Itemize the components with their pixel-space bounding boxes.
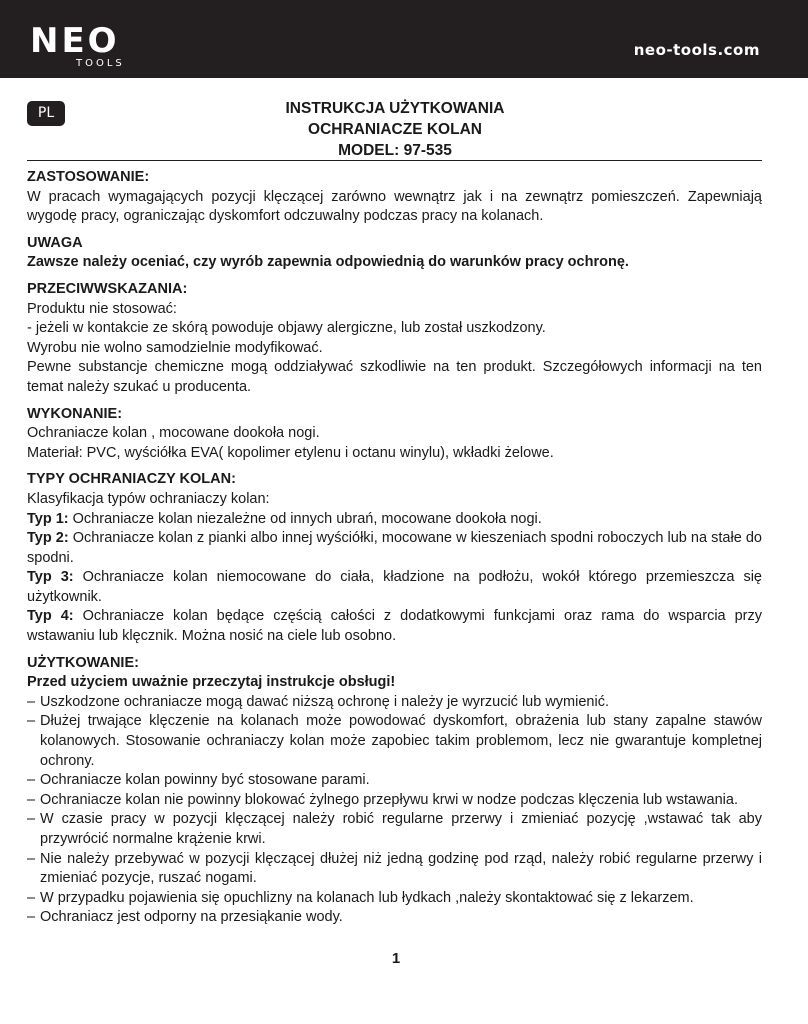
przeciwwskazania-line: Wyrobu nie wolno samodzielnie modyfikować. (27, 339, 323, 356)
list-item: – W czasie pracy w pozycji klęczącej należy robić regularne przerwy i zmieniać pozycję ,wstawać tak aby przywrócić normalne krążenie krwi. (27, 810, 762, 849)
typ-item (27, 568, 762, 607)
section-heading-wykonanie: WYKONANIE: (27, 405, 123, 422)
title-line-3: MODEL: 97-535 (338, 142, 452, 159)
section-heading-uzytkowanie: UŻYTKOWANIE: (27, 654, 139, 671)
typ-label: Typ 3: (27, 569, 74, 586)
typy-intro: Klasyfikacja typów ochraniaczy kolan: (27, 490, 270, 507)
title-line-2: OCHRANIACZE KOLAN (308, 121, 482, 138)
title-divider (27, 160, 762, 161)
zastosowanie-text: W pracach wymagających pozycji klęczącej zarówno wewnątrz jak i na zewnątrz pomieszczeń. Zapewniają wygodę pracy, ograniczając dyskomfort odczuwalny podczas pracy na kolanach. (27, 188, 762, 225)
uwaga-text: Zawsze należy oceniać, czy wyrób zapewnia odpowiednią do warunków pracy ochronę. (27, 254, 629, 271)
typ-item (27, 607, 762, 646)
uzytkowanie-warning: Przed użyciem uważnie przeczytaj instrukcje obsługi! (27, 674, 396, 691)
document-body (27, 168, 762, 928)
list-item: – Ochraniacze kolan powinny być stosowane parami. (27, 771, 762, 791)
neo-tools-logo (30, 21, 125, 69)
list-item: – Uszkodzone ochraniacze mogą dawać niższą ochronę i należy je wyrzucić lub wymienić. (27, 693, 762, 713)
list-item: – Ochraniacz jest odporny na przesiąkanie wody. (27, 908, 762, 928)
wykonanie-line: Materiał: PVC, wyściółka EVA( kopolimer etylenu i octanu winylu), wkładki żelowe. (27, 444, 554, 461)
przeciwwskazania-line: Pewne substancje chemiczne mogą oddziaływać szkodliwie na ten produkt. Szczegółowych informacji na ten temat należy szukać u producenta. (27, 359, 762, 395)
page-number: 1 (391, 950, 401, 967)
list-item: – Ochraniacze kolan nie powinny blokować żylnego przepływu krwi w nodze podczas klęczenia lub wstawania. (27, 791, 762, 811)
language-badge: PL (27, 101, 65, 126)
section-heading-zastosowanie: ZASTOSOWANIE: (27, 169, 150, 185)
typ-text: Ochraniacze kolan będące częścią całości z dodatkowymi funkcjami oraz rama do wsparcia przy wstawaniu lub klęcznik. Można nosić na ciele lub osobno. (27, 608, 763, 645)
list-item: – W przypadku pojawienia się opuchlizny na kolanach lub łydkach ,należy skontaktować się z lekarzem. (27, 889, 762, 909)
przeciwwskazania-line: Produktu nie stosować: (27, 300, 177, 317)
typ-item (27, 510, 762, 530)
typ-label: Typ 4: (27, 608, 74, 625)
przeciwwskazania-line: - jeżeli w kontakcie ze skórą powoduje objawy alergiczne, lub został uszkodzony. (27, 320, 546, 337)
typ-label: Typ 2: (27, 530, 69, 547)
page-header (0, 0, 808, 78)
section-heading-uwaga: UWAGA (27, 234, 83, 251)
logo-sub-text: TOOLS (76, 58, 125, 69)
typ-text: Ochraniacze kolan niezależne od innych ubrań, mocowane dookoła nogi. (68, 510, 542, 527)
list-item: – Dłużej trwające klęczenie na kolanach może powodować dyskomfort, obrażenia lub stany zapalne stawów kolanowych. Stosowanie ochraniaczy kolan może zapobiec takim problemom, lecz nie gwarantuje kompletnej ochrony. (27, 712, 762, 771)
document-title (230, 98, 560, 161)
wykonanie-line: Ochraniacze kolan , mocowane dookoła nogi. (27, 425, 320, 442)
title-line-1: INSTRUKCJA UŻYTKOWANIA (285, 100, 505, 117)
site-url: neo-tools.com (633, 41, 760, 59)
uzytkowanie-list (27, 693, 762, 928)
typ-item (27, 529, 762, 568)
typ-text: Ochraniacze kolan niemocowane do ciała, kładzione na podłożu, wokół którego przemieszcza się użytkownik. (27, 569, 762, 605)
logo-main-text: NEO (30, 21, 120, 61)
list-item: – Nie należy przebywać w pozycji klęczącej dłużej niż jedną godzinę pod rząd, należy robić regularne przerwy i zmieniać pozycje, ruszać nogami. (27, 850, 762, 889)
section-heading-typy: TYPY OCHRANIACZY KOLAN: (27, 471, 236, 488)
section-heading-przeciwwskazania: PRZECIWWSKAZANIA: (27, 280, 188, 297)
typ-text: Ochraniacze kolan z pianki albo innej wyściółki, mocowane w kieszeniach spodni roboczych lub na stałe do spodni. (27, 530, 762, 566)
typ-label: Typ 1: (27, 510, 69, 527)
